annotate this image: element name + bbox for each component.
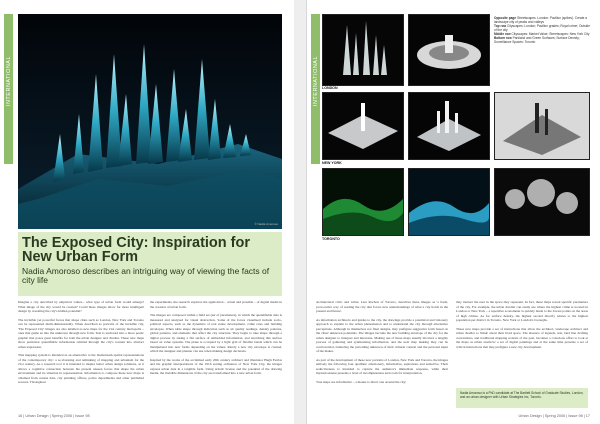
author-note: Nadia Amoroso is a PhD candidate at The Bartlett School of Graduate Studies, London, and an urban designer with Urban Strategies Inc, Toronto. — [460, 391, 584, 399]
paragraph: they instruct the user in the space they represent. In fact, these maps reveal specific parameters of the city. For example, the urban dweller can easily see where the highest crime is located in London or New York – a repetitive econometer is quickly made to the lowest points on the areas of high crimes. As for surface density, the highest second directly relates to the highest population per district in Toronto, New York or London's boroughs. — [456, 300, 588, 322]
section-tab-right — [311, 14, 320, 164]
body-column-3 — [316, 300, 448, 410]
city-label-toronto: TORONTO — [322, 237, 340, 241]
section-tab-label: INTERNATIONAL — [313, 55, 319, 107]
caption-text: Streetscapes. London: Pavilion (spikes). Create a landscape city of peaks and valleys — [494, 16, 588, 24]
article-title: The Exposed City: Inspiration for New Urban Form — [22, 235, 250, 265]
city-label-newyork: NEW YORK — [322, 161, 342, 165]
caption-title: Middle row — [494, 32, 511, 36]
thumbnail-london-1 — [322, 14, 404, 86]
thumbnail-toronto-2 — [408, 168, 490, 236]
thumbnail-london-2 — [408, 14, 490, 86]
footer-right: Urban Design | Spring 2006 | Issue 98 | 17 — [518, 414, 590, 418]
footer-left: 16 | Urban Design | Spring 2006 | Issue 98 — [18, 414, 90, 418]
body-column-2 — [150, 300, 282, 410]
thumbnail-toronto-3 — [494, 168, 590, 236]
thumbnail-toronto-1 — [322, 168, 404, 236]
thumbnail-newyork-1 — [322, 92, 404, 160]
body-column-4 — [456, 300, 588, 386]
paragraph: the experiments, the research explores the application – actual and possible – of digital media in the creation of urban form. — [150, 300, 282, 309]
caption-text: Parkland and Green Surfaces; Surface Density; Surveillance Spaces: Toronto — [494, 36, 580, 44]
caption-title: Bottom row — [494, 36, 512, 40]
caption-text: Cityscapes: London; Pavilion grades; Royal crime; Outside of the city — [494, 24, 590, 32]
caption-block — [494, 16, 590, 44]
hero-image — [18, 14, 282, 229]
paragraph: These new maps provide a set of instructions that allow the architect, landscape architect and urban dweller to 'think' about their lived space. The absence of legends, text, land line drafting conventions, and traditional mapping notions of the past, becomes a conscious effort to look at the maps as urban artefacts: a set of digital paintings and at the same time presents a set of critical instructions that may prefigure a new city development. — [456, 326, 588, 349]
title-box — [18, 232, 282, 296]
paragraph: Inspired by the works of the acclaimed early 20th century architect and illustrator Hugh Ferriss and his graphic interpretations of the 1916 zoning ordinance of New York City, the images express urban data in a tangible form. Using artistic license and the potential of the drawing media, the invisible dimensions of the city are transformed into a new urban form. — [150, 357, 282, 375]
paragraph: Architectural critic and writer, Lisa Rochon of Toronto, describes these images as 'a fresh, provocative way of reading the city that forces new understandings of what a city holds in the present and future'. — [316, 300, 448, 313]
caption-title: Top row — [494, 24, 507, 28]
body-column-1 — [18, 300, 144, 410]
caption-text: Cityscapes: Market Value; Streetscapes: New York City — [511, 32, 590, 36]
caption-title: Opposite page — [494, 16, 517, 20]
paragraph: This mapping system is intended as an alternative to the mainstream spatial representations of the contemporary city: a re-visioning and rethinking of mapping and urbanism for the 21st century. As a research tool it is intended to inspire better urban design solutions, as it allows a cognitive connection between the present unseen forces that shape the urban environment and its situation in representation. Information to compose these new maps is obtained from census data, city planning offices, police departments and other published sources. Throughout — [18, 353, 144, 384]
paragraph: The invisible yet powerful forces that shape cities such as London, New York and Toronto can be represented multi-dimensionally. When described as portraits of the invisible city, 'The Exposed City' images are also labelled as new maps for the 21st century metropolis – ones that guide us into the unknown through new form. Text is anchored into a more poetic graphic that poses great benefits for both the urban designer and dweller. These new maps show particular quantifiable information omitted through the city's content into abstract urban expression. — [18, 317, 144, 349]
section-tab-left — [4, 14, 13, 164]
paragraph: True maps are informative – a means to direct one around the city; — [316, 379, 407, 384]
section-tab-label: INTERNATIONAL — [6, 55, 12, 107]
image-credit: © Nadia Amoroso — [254, 222, 278, 226]
page-gutter — [294, 0, 306, 424]
paragraph: As part of the development of these new portraits of London, New York and Toronto, the images embody the following four qualities: emotionary, informative, aspirations and seductive. Their seductiveness is intended to capture the audience's immediate response, while their mysteriousness presents a level of incompleteness and room for interpretation. — [316, 357, 448, 375]
city-data-landscape-graphic — [18, 14, 282, 229]
paragraph: As information architects and guides to the city, the drawings provide a polemical and visionary approach to explain to the urban phenomenon and to understand the city through alternative perceptions. Although in themselves not final designs, they prefigure suggestive form based on the cities' unknown potentials. The images become the new building envelope of the city for the urban designer to interpret and intervene. Making use of these maps usually involves a lengthy process of gathering and synthesising information, and the next map making they can be controversial, balancing the prevailing unknown of their cultural context and the personal input of the maker. — [316, 317, 448, 353]
thumbnail-newyork-3 — [494, 92, 590, 160]
thumbnail-newyork-2 — [408, 92, 490, 160]
paragraph: The images are composed within a field set (set of parameters), in which the quantifiable data is measured and analysed for visual abstraction. Some of the forces visualised include socio-political aspects, such as the dynamics of real estate development, crime rates and building envelopes. When table shape through indication such as air quality readings, density patterns, global patterns, and elements that affect the city structure. They begin to take shape through a digital process by taking a flat surface of embedded information, and stretching this surface based on value systems. The plane is occupied by a light grid of flexible bands which can be manipulated into new forms depending on the values. Rarely a new city envelope is created, which the designer and planner can use when making design decisions. — [150, 313, 282, 353]
paragraph: Imagine a city described by empirical values... what type of urban form would emerge? What image of the city would be created? Could these images allow for more intelligent design by revealing the city's hidden potential? — [18, 300, 144, 313]
article-subtitle: Nadia Amoroso describes an intriguing way of viewing the facts of city life — [22, 266, 270, 285]
city-label-london: LONDON — [322, 86, 338, 90]
author-note-box — [456, 388, 588, 408]
